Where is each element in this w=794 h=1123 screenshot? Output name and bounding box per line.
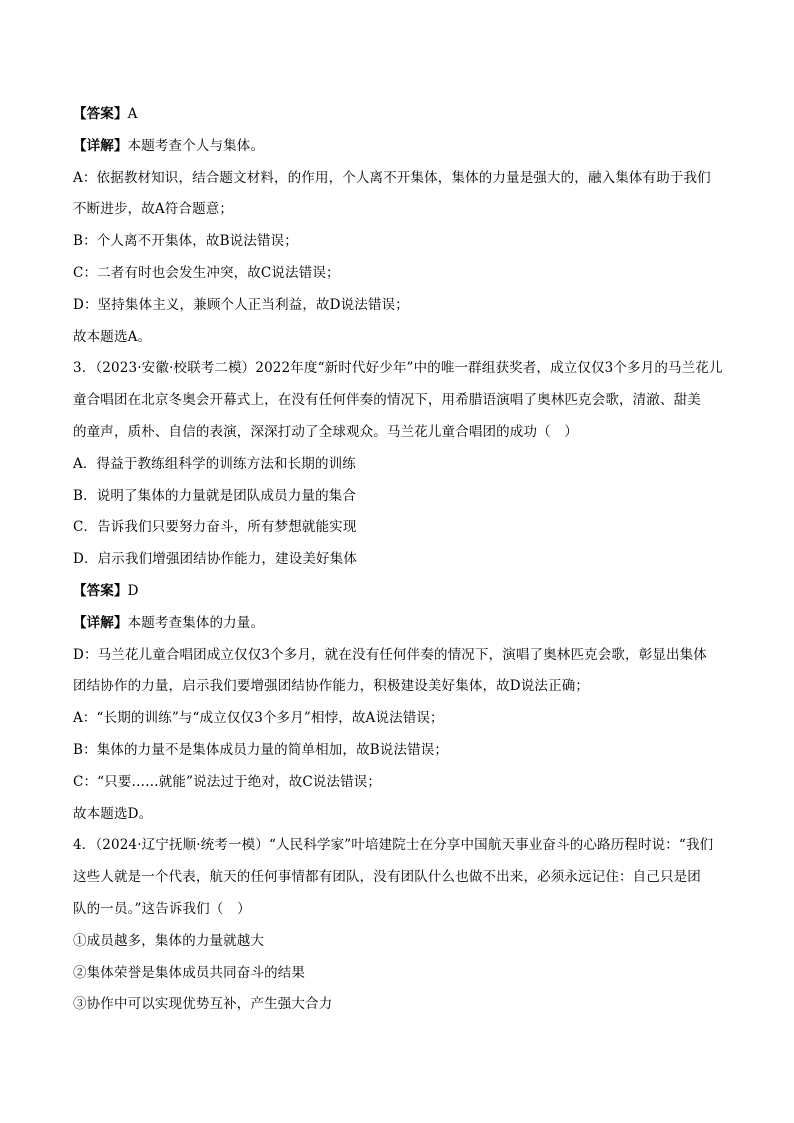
statement-3: ③协作中可以实现优势互补，产生强大合力 — [73, 996, 333, 1013]
detail-text: 本题考查集体的力量。 — [127, 614, 265, 631]
detail-line — [73, 608, 723, 640]
page-content — [73, 99, 723, 1021]
option-c: C．告诉我们只要努力奋斗，所有梦想就能实现 — [73, 519, 357, 536]
detail-text: 本题考查个人与集体。 — [127, 137, 265, 154]
analysis-line: 故本题选D。 — [73, 805, 153, 822]
question-stem-line: 这些人就是一个代表，航天的任何事情都有团队，没有团队什么也做不出来，必须永远记住：自己只是团 — [73, 869, 701, 886]
question-stem-line: 童合唱团在北京冬奥会开幕式上，在没有任何伴奏的情况下，用希腊语演唱了奥林匹克会歌，清澈、甜美 — [73, 392, 701, 409]
detail-label: 【详解】 — [73, 137, 128, 154]
answer-line — [73, 99, 723, 131]
question-stem-line: 队的一员。”这告诉我们（ ） — [73, 900, 251, 917]
analysis-line: B：个人离不开集体，故B说法错误； — [73, 233, 298, 250]
detail-line — [73, 131, 723, 163]
analysis-line: D：马兰花儿童合唱团成立仅仅3个多月，就在没有任何伴奏的情况下，演唱了奥林匹克会歌，彰显出集体 — [73, 646, 707, 663]
analysis-line: A：依据教材知识，结合题文材料，的作用，个人离不开集体，集体的力量是强大的，融入集体有助于我们 — [73, 169, 711, 186]
question-stem-line: 的童声，质朴、自信的表演，深深打动了全球观众。马兰花儿童合唱团的成功（ ） — [73, 423, 579, 440]
option-a: A．得益于教练组科学的训练方法和长期的训练 — [73, 455, 356, 472]
question-stem-line: 4．（2024·辽宁抚顺·统考一模）“人民科学家”叶培建院士在分享中国航天事业奋斗的心路历程时说：“我们 — [73, 837, 714, 854]
analysis-line: C：“只要……就能”说法过于绝对，故C说法错误； — [73, 773, 382, 790]
detail-label: 【详解】 — [73, 614, 128, 631]
analysis-line: D：坚持集体主义，兼顾个人正当利益，故D说法错误； — [73, 296, 409, 313]
analysis-line: C：二者有时也会发生冲突，故C说法错误； — [73, 264, 340, 281]
answer-label: 【答案】 — [73, 582, 128, 599]
statement-1: ①成员越多，集体的力量就越大 — [73, 932, 265, 949]
analysis-line: 故本题选A。 — [73, 328, 152, 345]
option-b: B．说明了集体的力量就是团队成员力量的集合 — [73, 487, 357, 504]
answer-value: A — [127, 106, 138, 122]
answer-label: 【答案】 — [73, 106, 128, 122]
analysis-line: A：“长期的训练”与“成立仅仅3个多月”相悖，故A说法错误； — [73, 710, 444, 727]
answer-value: D — [127, 582, 139, 599]
analysis-line: 团结协作的力量，启示我们要增强团结协作能力，积极建设美好集体，故D说法正确； — [73, 678, 590, 695]
option-d: D．启示我们增强团结协作能力，建设美好集体 — [73, 551, 357, 568]
question-stem-line: 3．（2023·安徽·校联考二模）2022年度“新时代好少年”中的唯一群组获奖者，成立仅仅3个多月的马兰花儿 — [73, 360, 723, 377]
analysis-line: B：集体的力量不是集体成员力量的简单相加，故B说法错误； — [73, 741, 449, 758]
answer-line — [73, 576, 723, 608]
analysis-line: 不断进步，故A符合题意； — [73, 201, 234, 218]
statement-2: ②集体荣誉是集体成员共同奋斗的结果 — [73, 964, 306, 981]
